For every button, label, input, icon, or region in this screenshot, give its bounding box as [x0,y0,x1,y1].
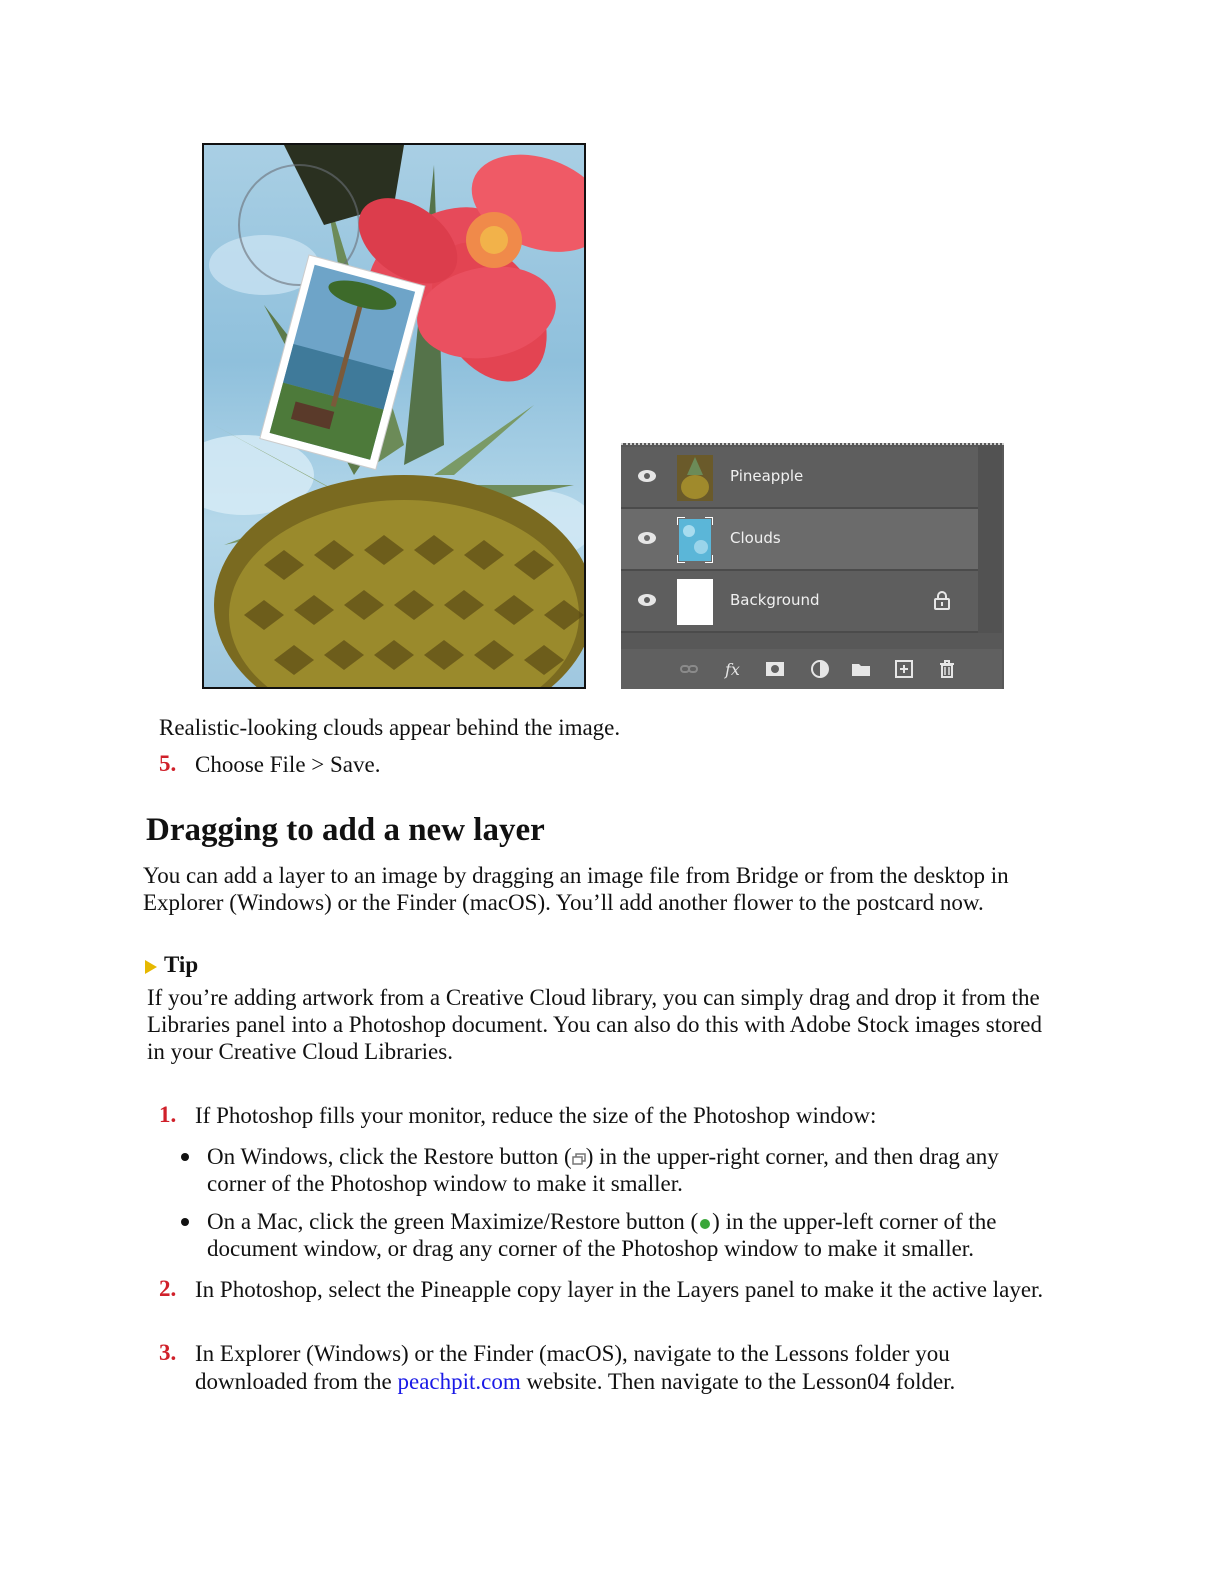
fx-icon[interactable] [724,659,744,679]
layer-row-clouds[interactable] [621,509,978,571]
bullet-mac [207,1208,1047,1262]
figure-caption: Realistic-looking clouds appear behind the image. [159,715,621,740]
layer-name[interactable]: Background [730,591,820,609]
postcard-image [202,143,586,689]
tip-title: Tip [164,952,199,977]
tip-arrow-icon [145,960,157,974]
folder-icon[interactable] [851,659,871,679]
step-number: 2. [159,1276,177,1301]
layer-name[interactable]: Clouds [730,529,781,547]
layers-panel-footer [621,649,1002,689]
tip-body: If you’re adding artwork from a Creative Cloud library, you can simply drag and drop it from the Libraries panel into a Photoshop document. You can also do this with Adobe Stock images stored in your Creative Cloud Libraries. [147,985,1042,1064]
bullet-text-after: ) in the upper-left corner of the document window, or drag any corner of the Photoshop window to make it smaller. [207,1209,997,1261]
eye-icon[interactable] [637,469,657,483]
eye-icon[interactable] [637,531,657,545]
panel-scroll-gutter[interactable] [978,445,1002,633]
step-text [195,1340,1045,1396]
svg-text:fx: fx [725,660,740,679]
bullet-text-before: On Windows, click the Restore button ( [207,1144,572,1169]
postcard-artwork [204,145,584,687]
trash-icon[interactable] [937,659,957,679]
mask-icon[interactable] [765,659,785,679]
peachpit-link[interactable]: peachpit.com [397,1369,521,1394]
step-number: 1. [159,1102,177,1127]
step-text-before: In Explorer (Windows) or the Finder (macOS), navigate to the Lessons folder you downloaded from the [195,1341,950,1394]
step-text-after: website. Then navigate to the Lesson04 folder. [520,1369,956,1394]
background-thumbnail [677,579,713,625]
pineapple-thumbnail [677,455,713,501]
step-text: If Photoshop fills your monitor, reduce the size of the Photoshop window: [195,1103,877,1128]
green-maximize-icon [700,1219,710,1229]
lock-icon[interactable] [934,590,950,610]
adjustment-icon[interactable] [810,659,830,679]
step-text: Choose File > Save. [195,752,381,777]
restore-button-icon [572,1153,586,1165]
step-text: In Photoshop, select the Pineapple copy layer in the Layers panel to make it the active layer. [195,1277,1044,1302]
layer-name[interactable]: Pineapple [730,467,804,485]
bullet-dot [181,1153,189,1161]
bullet-dot [181,1218,189,1226]
section-title: Dragging to add a new layer [146,812,545,848]
layer-row-background[interactable] [621,571,978,633]
step-number: 5. [159,751,177,776]
section-intro: You can add a layer to an image by dragging an image file from Bridge or from the desktop in Explorer (Windows) or the Finder (macOS). You’ll add another flower to the postcard now. [143,863,1009,915]
clouds-thumbnail [677,517,713,563]
link-icon[interactable] [679,659,699,679]
eye-icon[interactable] [637,593,657,607]
bullet-text-after: ) in the upper-right corner, and then drag any corner of the Photoshop window to make it smaller. [207,1144,999,1196]
layers-panel [621,443,1004,689]
layer-row-pineapple[interactable] [621,447,978,509]
new-layer-icon[interactable] [894,659,914,679]
bullet-windows [207,1143,1047,1197]
step-number: 3. [159,1340,177,1365]
bullet-text-before: On a Mac, click the green Maximize/Restore button ( [207,1209,699,1234]
